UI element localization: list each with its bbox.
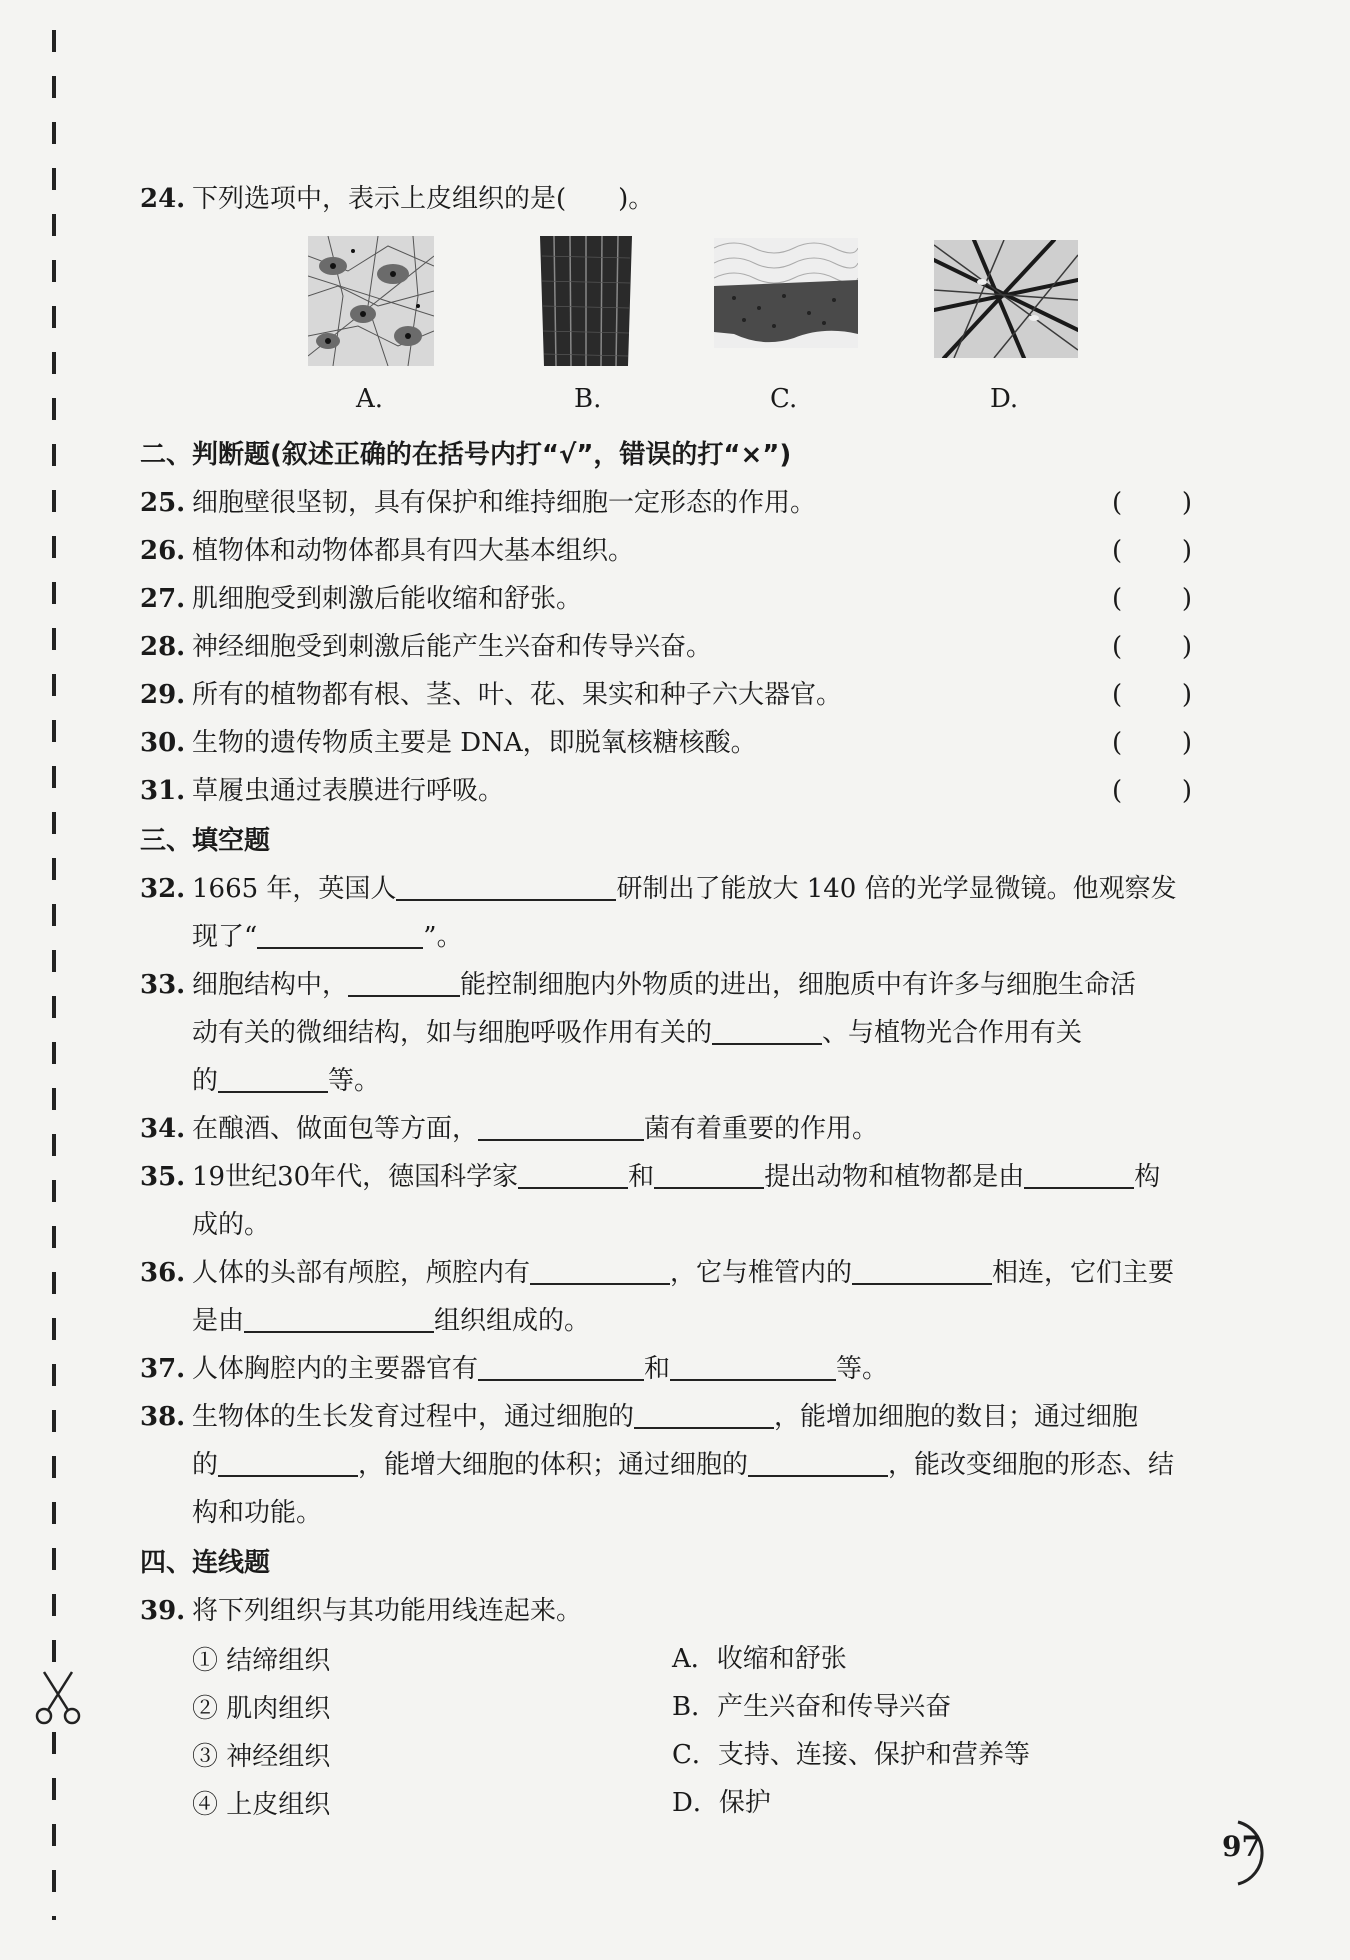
option-c-image (714, 238, 858, 348)
answer-blank[interactable] (654, 1161, 764, 1189)
question-38: 38. 生物体的生长发育过程中，通过细胞的 ，能增加细胞的数目；通过细胞 (140, 1402, 1139, 1432)
answer-blank[interactable] (396, 873, 616, 901)
question-27: 27. 肌细胞受到刺激后能收缩和舒张。 (140, 584, 583, 614)
question-31: 31. 草履虫通过表膜进行呼吸。 (140, 776, 505, 806)
answer-blank[interactable] (748, 1449, 888, 1477)
question-36-cont: 是由 组织组成的。 (192, 1306, 591, 1336)
answer-blank[interactable] (670, 1353, 836, 1381)
option-c-label: C. (770, 384, 798, 414)
question-34: 34. 在酿酒、做面包等方面， 菌有着重要的作用。 (140, 1114, 879, 1144)
answer-blank[interactable] (478, 1113, 644, 1141)
section-title: 二、判断题(叙述正确的在括号内打“√”，错误的打“×”) (140, 440, 792, 470)
answer-blank[interactable] (530, 1257, 670, 1285)
answer-blank[interactable] (218, 1449, 358, 1477)
question-33-cont: 动有关的微细结构，如与细胞呼吸作用有关的 、与植物光合作用有关 (192, 1018, 1083, 1048)
match-right-item[interactable]: D．保护 (672, 1788, 771, 1818)
option-d-image (934, 240, 1078, 358)
answer-blank[interactable] (1024, 1161, 1134, 1189)
question-25: 25. 细胞壁很坚韧，具有保护和维持细胞一定形态的作用。 (140, 488, 817, 518)
section-title: 四、连线题 (140, 1548, 271, 1578)
match-left-item[interactable]: ④ 上皮组织 (192, 1790, 331, 1820)
option-d-label: D. (990, 384, 1019, 414)
match-left-item[interactable]: ② 肌肉组织 (192, 1694, 331, 1724)
match-right-item[interactable]: C．支持、连接、保护和营养等 (672, 1740, 1030, 1770)
answer-paren[interactable]: ( ) (1112, 680, 1192, 710)
answer-paren[interactable]: ( ) (1112, 728, 1192, 758)
answer-blank[interactable] (348, 969, 460, 997)
question-32-cont: 现了“ ”。 (192, 922, 463, 952)
option-a-image (308, 236, 434, 366)
question-36: 36. 人体的头部有颅腔，颅腔内有 ，它与椎管内的 相连，它们主要 (140, 1258, 1175, 1288)
answer-paren[interactable]: ( ) (1112, 536, 1192, 566)
question-37: 37. 人体胸腔内的主要器官有 和 等。 (140, 1354, 889, 1384)
question-39: 39. 将下列组织与其功能用线连起来。 (140, 1596, 583, 1626)
question-35: 35. 19世纪30年代，德国科学家 和 提出动物和植物都是由 构 (140, 1162, 1161, 1192)
option-b-label: B. (574, 384, 602, 414)
match-left-item[interactable]: ① 结缔组织 (192, 1646, 331, 1676)
answer-paren[interactable]: ( ) (1112, 776, 1192, 806)
question-number: 24. (140, 184, 186, 214)
answer-paren[interactable]: ( ) (1112, 488, 1192, 518)
question-33-cont: 的 等。 (192, 1066, 381, 1096)
answer-blank[interactable] (518, 1161, 628, 1189)
question-text: 下列选项中，表示上皮组织的是( )。 (192, 184, 655, 214)
question-33: 33. 细胞结构中， 能控制细胞内外物质的进出，细胞质中有许多与细胞生命活 (140, 970, 1137, 1000)
match-left-item[interactable]: ③ 神经组织 (192, 1742, 331, 1772)
match-right-item[interactable]: A．收缩和舒张 (672, 1644, 847, 1674)
answer-blank[interactable] (852, 1257, 992, 1285)
match-right-item[interactable]: B．产生兴奋和传导兴奋 (672, 1692, 952, 1722)
question-32: 32. 1665 年，英国人 研制出了能放大 140 倍的光学显微镜。他观察发 (140, 874, 1177, 904)
page-number: 97 (1222, 1830, 1261, 1863)
question-24 (140, 182, 654, 216)
scissors-icon (30, 1668, 86, 1728)
answer-blank[interactable] (257, 921, 423, 949)
answer-blank[interactable] (634, 1401, 774, 1429)
question-26: 26. 植物体和动物体都具有四大基本组织。 (140, 536, 635, 566)
question-28: 28. 神经细胞受到刺激后能产生兴奋和传导兴奋。 (140, 632, 713, 662)
answer-paren[interactable]: ( ) (1112, 584, 1192, 614)
answer-blank[interactable] (712, 1017, 822, 1045)
question-38-cont: 的 ，能增大细胞的体积；通过细胞的 ，能改变细胞的形态、结 (192, 1450, 1175, 1480)
answer-paren[interactable]: ( ) (1112, 632, 1192, 662)
cut-line (52, 30, 56, 1920)
option-a-label: A. (356, 384, 384, 414)
question-30: 30. 生物的遗传物质主要是 DNA，即脱氧核糖核酸。 (140, 728, 757, 758)
question-35-cont: 成的。 (192, 1210, 271, 1240)
option-b-image (536, 236, 636, 366)
section-title: 三、填空题 (140, 826, 271, 856)
question-29: 29. 所有的植物都有根、茎、叶、花、果实和种子六大器官。 (140, 680, 843, 710)
answer-blank[interactable] (244, 1305, 434, 1333)
answer-blank[interactable] (478, 1353, 644, 1381)
answer-blank[interactable] (218, 1065, 328, 1093)
question-38-cont: 构和功能。 (192, 1498, 323, 1528)
